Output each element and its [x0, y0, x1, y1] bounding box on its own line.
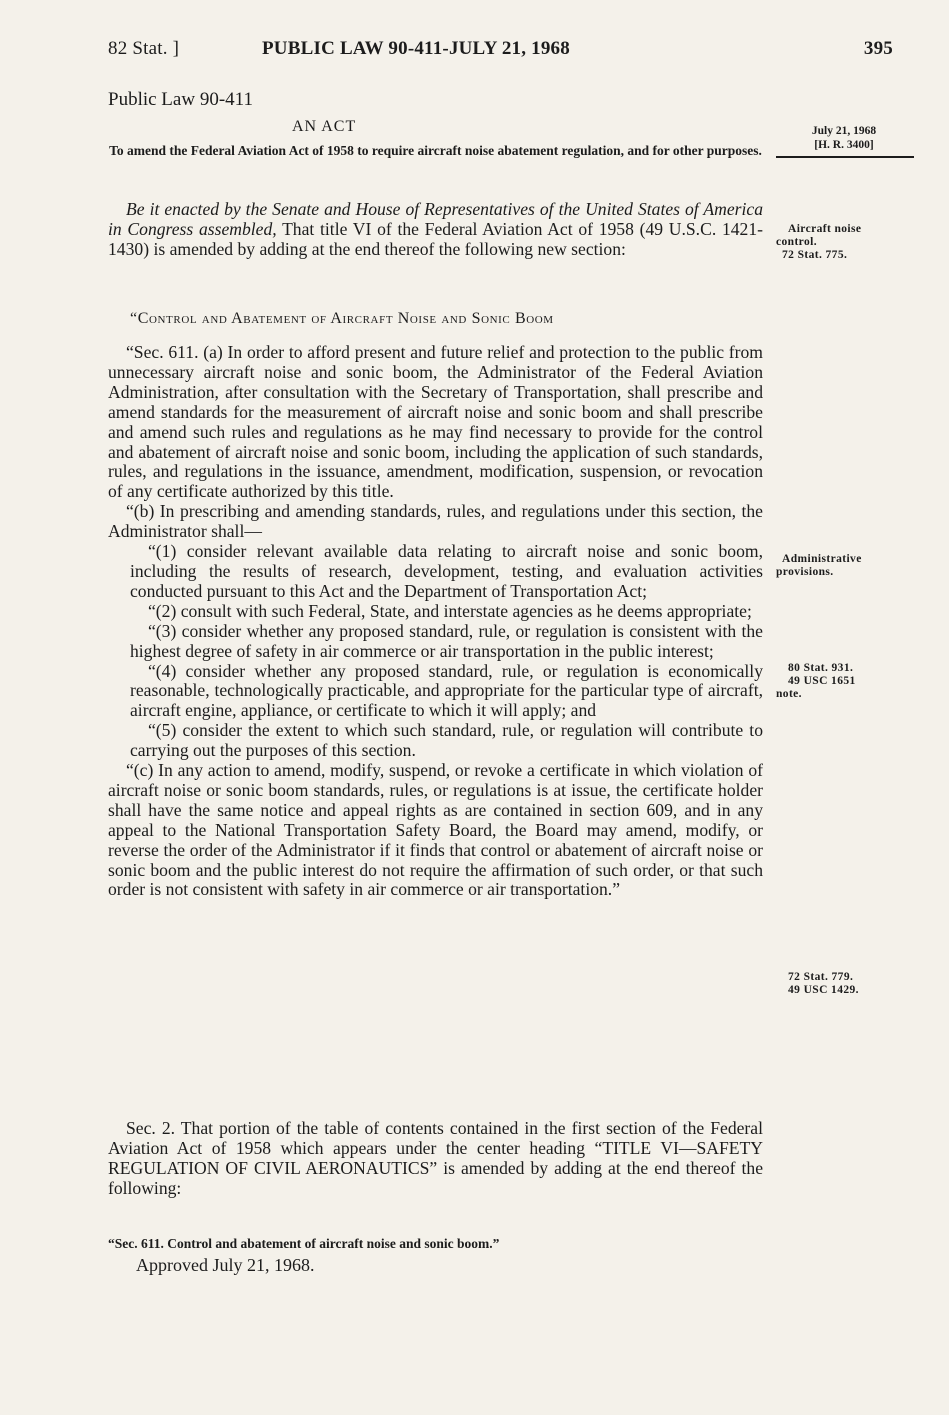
header-title: PUBLIC LAW 90-411-JULY 21, 1968: [262, 38, 570, 59]
margin-note-line: 72 Stat. 779.: [788, 971, 854, 983]
bill-number: [H. R. 3400]: [814, 139, 874, 151]
enacting-clause: [108, 200, 763, 260]
paragraph-b1: “(1) consider relevant available data relating to aircraft noise and sonic boom, including the results of research, development, testing, and evaluation activities conducted pursuant to this Act and the Department of Transportation Act;: [130, 541, 763, 601]
paragraph-b2: “(2) consult with such Federal, State, and interstate agencies as he deems appropriate;: [148, 600, 752, 621]
margin-note-line: note.: [776, 688, 802, 700]
margin-note-line: 49 USC 1429.: [788, 984, 859, 996]
subsection-c: “(c) In any action to amend, modify, suspend, or revoke a certificate in which violation of aircraft noise or sonic boom standards, rules, or regulations is at issue, the certificate holder shall have the same notice and appeal rights as are contained in section 609, and in any appeal to the National Transportation Safety Board, the Board may amend, modify, or reverse the order of the Administrator if it finds that control or abatement of aircraft noise or sonic boom and the public interest do not require the affirmation of such order, or that such order is not consistent with safety in air commerce or air transportation.”: [108, 760, 763, 900]
header-stat-reference: 82 Stat. ]: [108, 38, 180, 59]
margin-note-line: 72 Stat. 775.: [782, 249, 848, 261]
enactment-date: July 21, 1968: [811, 125, 877, 137]
paragraph-b3: “(3) consider whether any proposed standard, rule, or regulation is consistent with the highest degree of safety in air commerce or air transportation in the public interest;: [130, 620, 763, 661]
act-description: To amend the Federal Aviation Act of 1958 to require aircraft noise abatement regulation, and for other purposes.: [109, 143, 762, 158]
date-box-rule: [776, 156, 914, 158]
subsection-a: “Sec. 611. (a) In order to afford present and future relief and protection to the public from unnecessary aircraft noise and sonic boom, the Administrator of the Federal Aviation Administration, after consultation with the Secretary of Transportation, shall prescribe and amend standards for the measurement of aircraft noise and sonic boom and shall prescribe and amend such rules and regulations as he may find necessary to provide for the control and abatement of aircraft noise and sonic boom, including the application of such standards, rules, and regulations in the issuance, amendment, modification, suspension, or revocation of any certificate authorized by this title.: [108, 342, 763, 502]
section-2: [108, 1119, 763, 1199]
section-611: [108, 343, 763, 900]
margin-note-citation-1: [776, 662, 916, 701]
margin-note-line: Administrative: [782, 553, 862, 565]
margin-note-citation-2: [776, 971, 916, 997]
approval-date: Approved July 21, 1968.: [136, 1255, 315, 1275]
date-box: [776, 124, 912, 152]
margin-note-line: control.: [776, 236, 817, 248]
paragraph-b4: “(4) consider whether any proposed standard, rule, or regulation is economically reasonable, technologically practicable, and appropriate for the particular type of aircraft, aircraft engine, appliance, or certificate to which it will apply; and: [130, 660, 763, 721]
margin-note-line: 80 Stat. 931.: [788, 662, 854, 674]
table-of-contents-entry: “Sec. 611. Control and abatement of aircraft noise and sonic boom.”: [108, 1236, 500, 1251]
margin-note-administrative: [776, 553, 916, 579]
paragraph-b5: “(5) consider the extent to which such standard, rule, or regulation will contribute to carrying out the purposes of this section.: [130, 720, 763, 761]
public-law-id: Public Law 90-411: [108, 89, 253, 110]
enacting-clause-italic: Be it enacted by the Senate and House of Representatives of the United States of America in Congress assembled,: [108, 199, 763, 239]
enacting-clause-text: That title VI of the Federal Aviation Act of 1958 (49 U.S.C. 1421-1430) is amended by adding at the end thereof the following new section:: [108, 218, 763, 259]
margin-note-line: 49 USC 1651: [788, 675, 856, 687]
act-title: AN ACT: [292, 118, 357, 135]
margin-note-line: Aircraft noise: [788, 223, 862, 235]
section-heading: [130, 310, 554, 328]
margin-note-aircraft-noise: [776, 223, 916, 262]
section-heading-text: “Control and Abatement of Aircraft Noise and Sonic Boom: [130, 310, 554, 327]
page-number: 395: [863, 38, 893, 59]
margin-note-line: provisions.: [776, 566, 834, 578]
section-2-text: Sec. 2. That portion of the table of contents contained in the first section of the Federal Aviation Act of 1958 which appears under the center heading “TITLE VI—SAFETY REGULATION OF CIVIL AERONAUTICS” is amended by adding at the end thereof the following:: [108, 1118, 763, 1198]
subsection-b: “(b) In prescribing and amending standards, rules, and regulations under this section, the Administrator shall—: [108, 501, 763, 542]
